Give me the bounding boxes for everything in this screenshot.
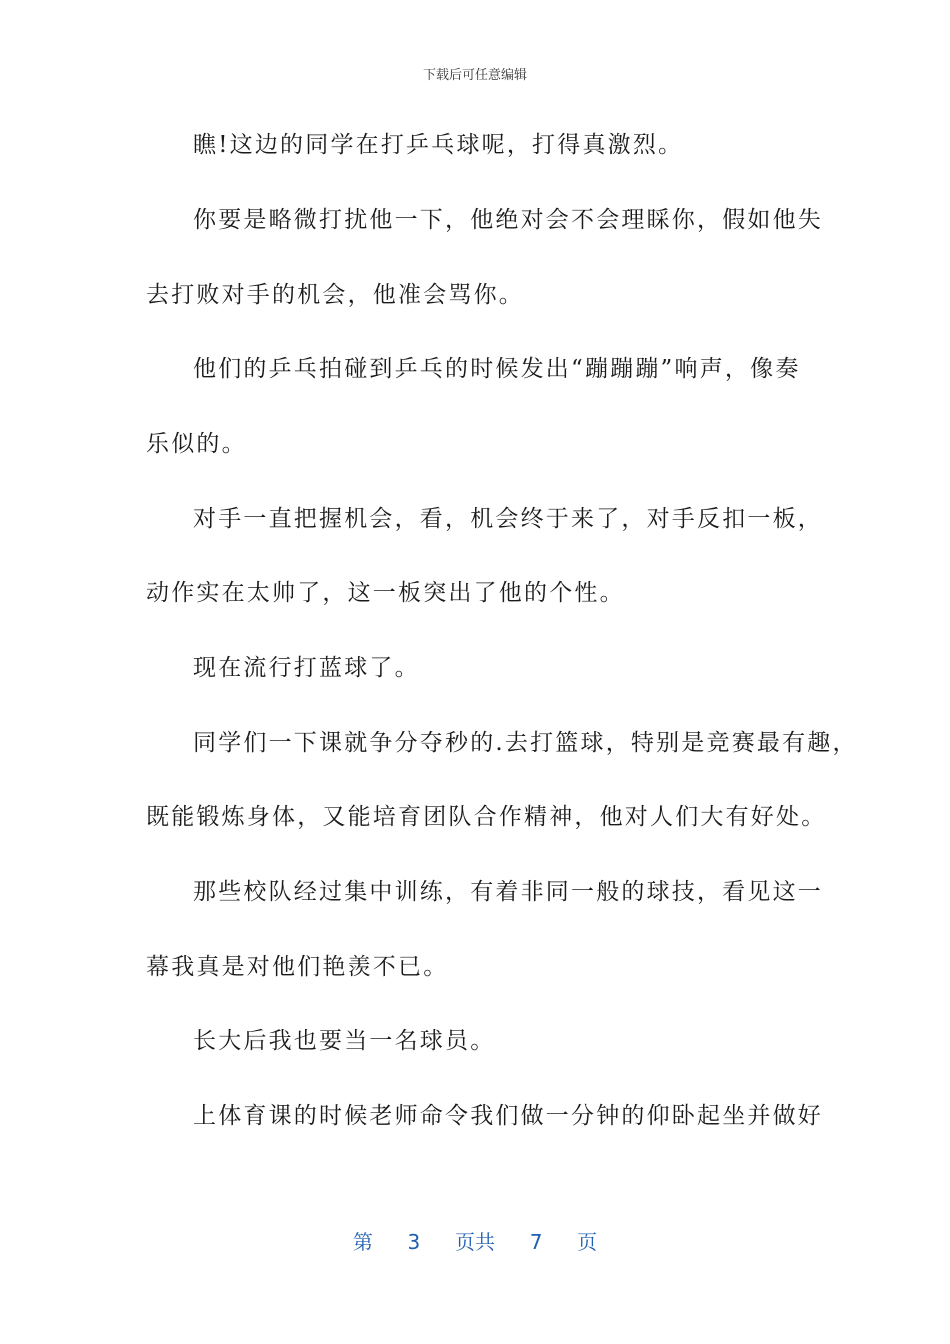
footer-middle: 页共 bbox=[455, 1230, 495, 1254]
footer-suffix: 页 bbox=[577, 1230, 598, 1254]
paragraph-line: 你要是略微打扰他一下，他绝对会不会理睬你，假如他失 bbox=[193, 207, 823, 233]
paragraph-line: 长大后我也要当一名球员。 bbox=[193, 1028, 496, 1054]
paragraph-line: 他们的乒乓拍碰到乒乓的时候发出“蹦蹦蹦”响声，像奏 bbox=[193, 356, 801, 382]
page-number-footer bbox=[0, 1226, 950, 1255]
total-page-number: 7 bbox=[529, 1230, 543, 1254]
paragraph-line: 乐似的。 bbox=[146, 431, 247, 457]
paragraph-line: 同学们一下课就争分夺秒的.去打篮球，特别是竞赛最有趣， bbox=[193, 730, 858, 756]
header-note: 下载后可任意编辑 bbox=[422, 68, 527, 83]
paragraph-line: 那些校队经过集中训练，有着非同一般的球技，看见这一 bbox=[193, 879, 823, 905]
paragraph-line: 去打败对手的机会，他准会骂你。 bbox=[146, 282, 524, 308]
paragraph-line: 既能锻炼身体，又能培育团队合作精神，他对人们大有好处。 bbox=[146, 804, 827, 830]
paragraph-line: 瞧!这边的同学在打乒乓球呢，打得真激烈。 bbox=[193, 132, 684, 158]
paragraph-line: 上体育课的时候老师命令我们做一分钟的仰卧起坐并做好 bbox=[193, 1103, 823, 1129]
paragraph-line: 动作实在太帅了，这一板突出了他的个性。 bbox=[146, 580, 625, 606]
footer-prefix: 第 bbox=[352, 1230, 373, 1254]
paragraph-line: 幕我真是对他们艳羡不已。 bbox=[146, 954, 449, 980]
paragraph-line: 对手一直把握机会，看，机会终于来了，对手反扣一板， bbox=[193, 506, 823, 532]
paragraph-line: 现在流行打蓝球了。 bbox=[193, 655, 420, 681]
current-page-number: 3 bbox=[407, 1230, 421, 1254]
